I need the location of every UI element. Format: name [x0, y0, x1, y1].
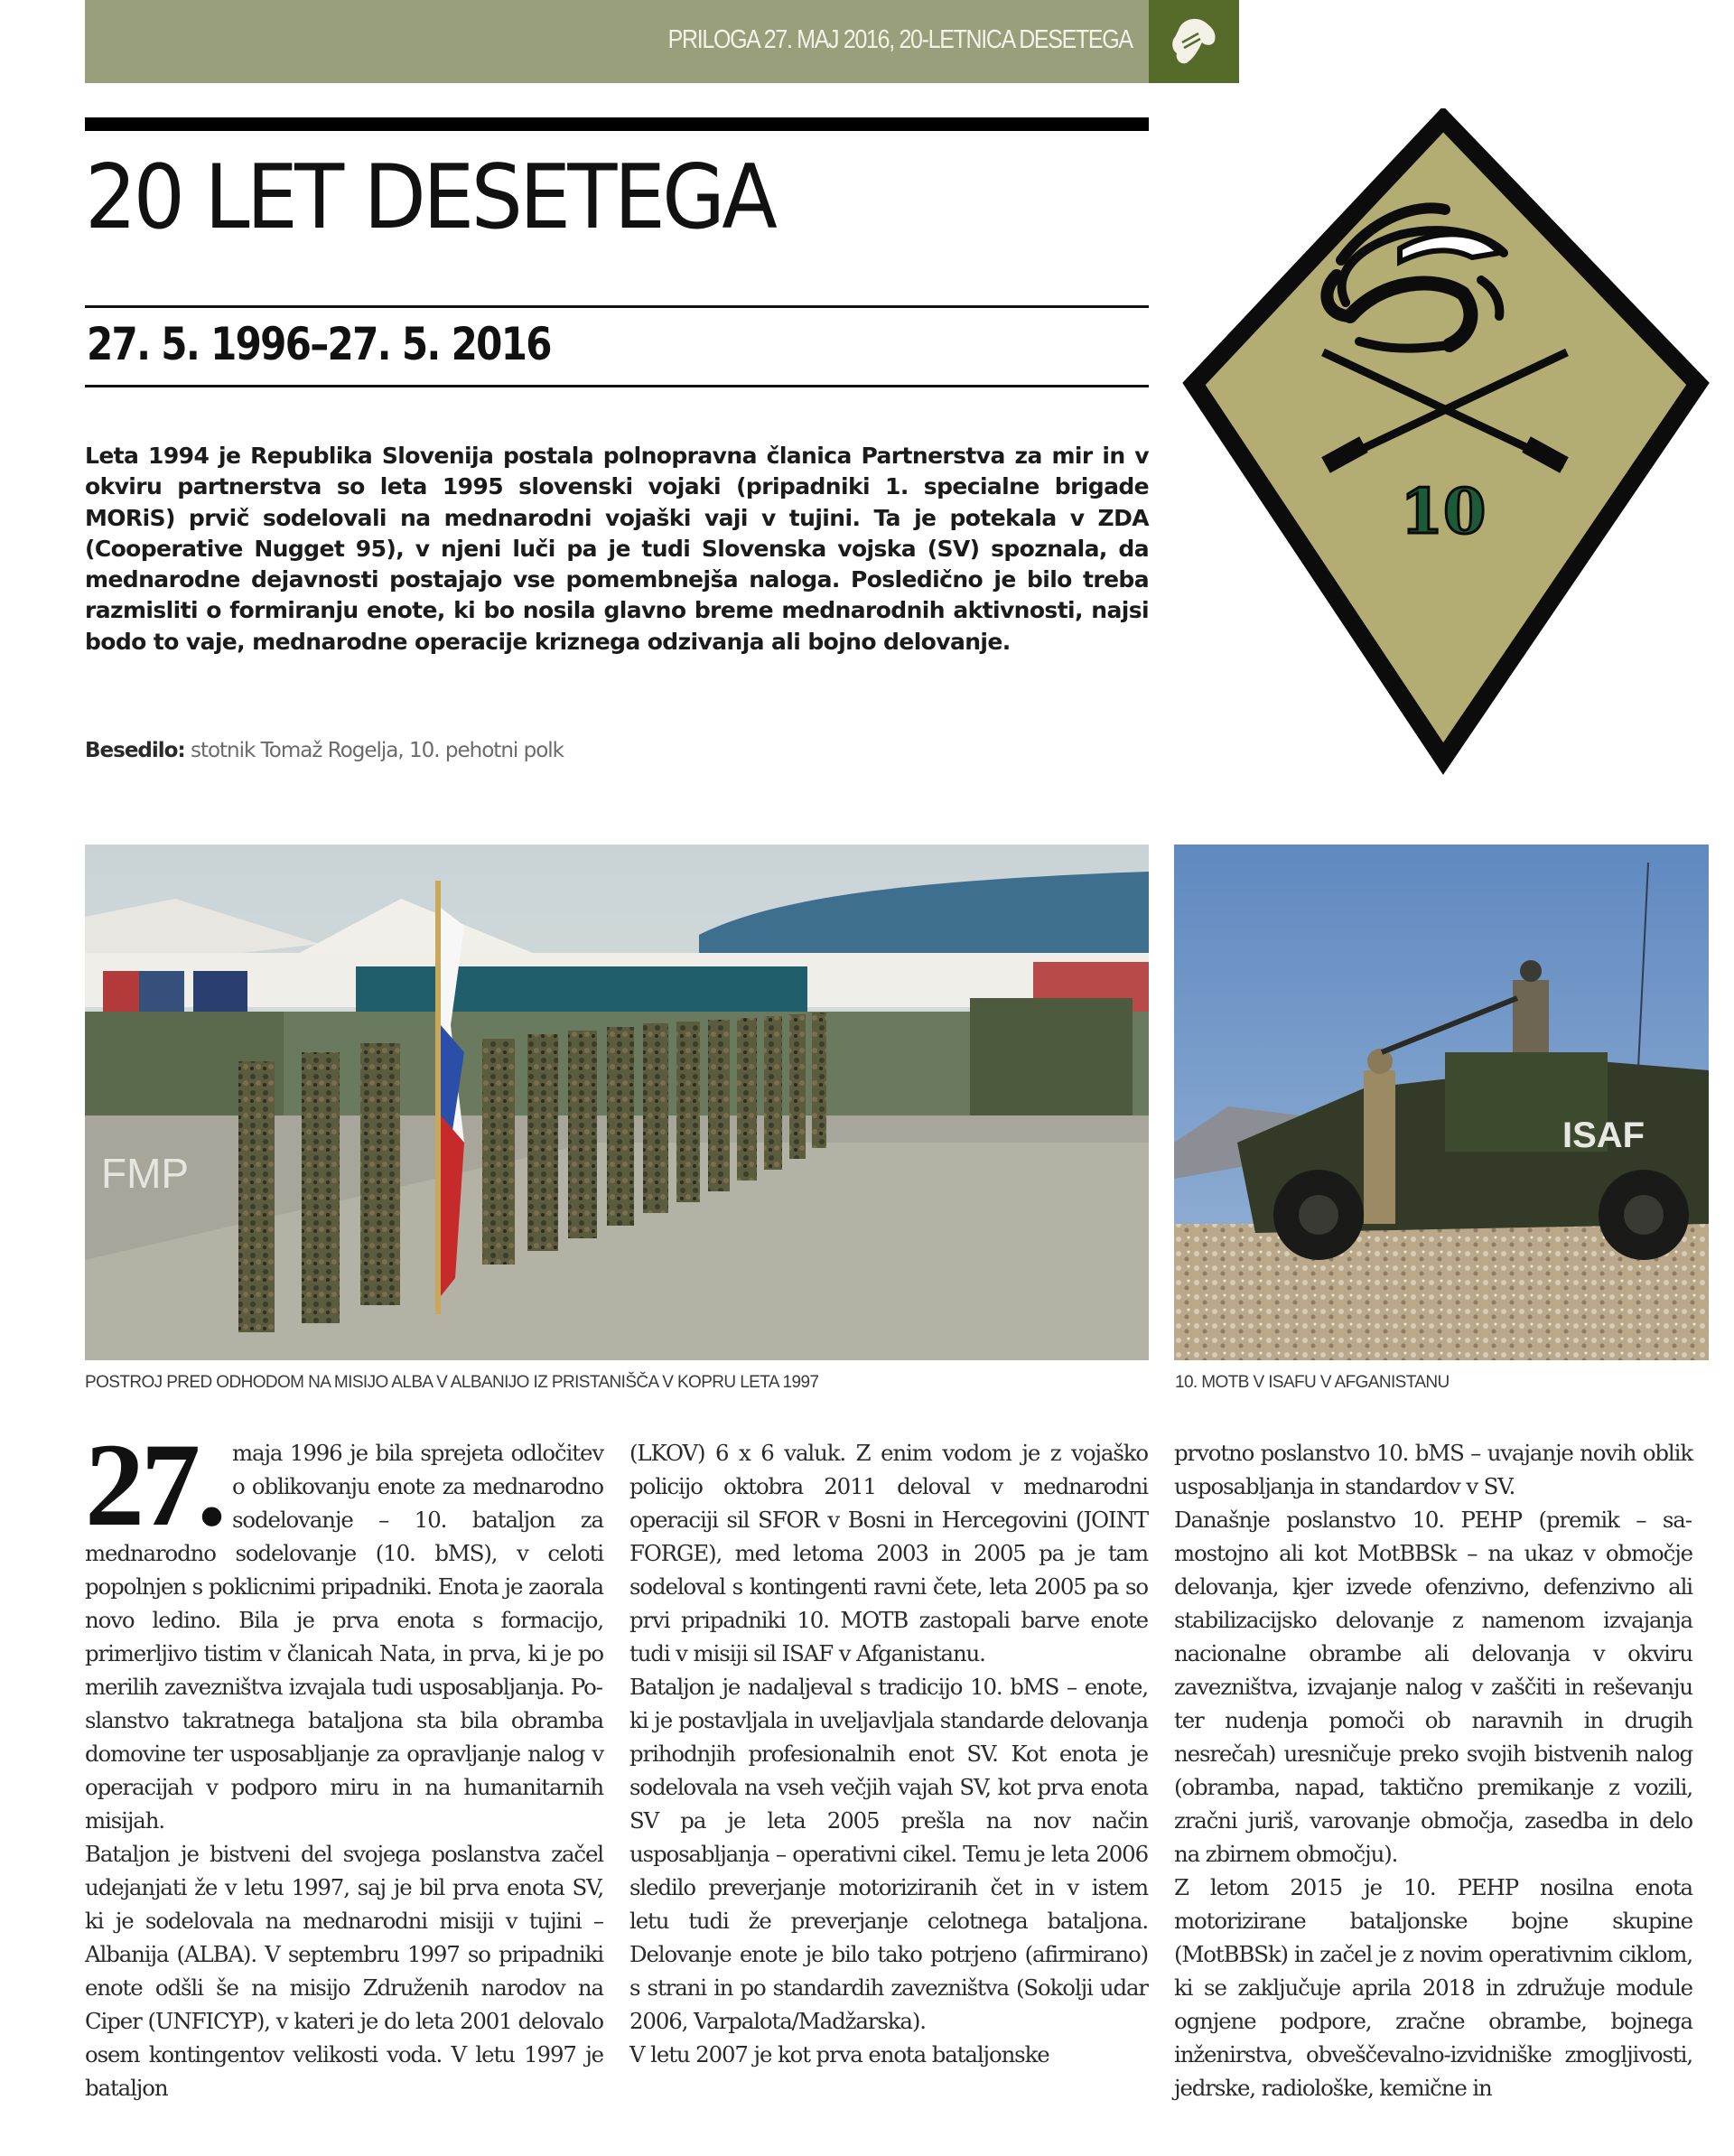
supplement-label: PRILOGA 27. MAJ 2016, 20-LETNICA DESETEGA [667, 25, 1133, 54]
body-paragraph: Z letom 2015 je 10. PEHP nosilna enota motorizirane bataljonske bojne skupine (MotBBSk) in začel je z novim operativnim ciklom, ki se zaključuje aprila 2018 in združuje module ognjene podpore, zračne obrambe, bojnega inženirstva, obveščevalno-izvidniške zmogljivosti, jedrske, radiološke, kemične in [1174, 1874, 1692, 2101]
article-title: 20 LET DESETEGA [85, 146, 775, 249]
unit-emblem [1174, 108, 1716, 777]
vehicle-marking-fmp: FMP [101, 1150, 190, 1197]
byline-author: stotnik Tomaž Rogelja, 10. pehotni polk [190, 739, 564, 762]
vehicle-marking-isaf: ISAF [1562, 1115, 1645, 1155]
title-divider [85, 305, 1149, 308]
body-paragraph: Današnje poslanstvo 10. PEHP (premik – samostojno ali kot MotBBSk – na ukaz v območje delovanja, kjer izvede ofenzivno, defenzivno ali stabilizacijsko delovanje z namenom izvajanja nacionalne obrambe ali delovanja v okviru zavezništva, izvajanje nalog v zaščiti in reševanju ter nudenja pomoči ob naravnih in drugih nesrečah) uresničuje preko svojih bistvenih nalog (obramba, napad, taktično premikanje z vozili, zračni juriš, varovanje območja, zasedba in delo na zbirnem območju). [1174, 1507, 1692, 1867]
eagle-head-icon [1162, 10, 1226, 73]
lead-paragraph: Leta 1994 je Republika Slovenija postala polnopravna članica Partnerstva za mir in v okviru partnerstva so leta 1995 slovenski vojaki (pripadniki 1. specialne brigade MORiS) prvič sodelovali na mednarodni vojaški vaji v tujini. Ta je potekala v ZDA (Cooperative Nugget 95), v njeni luči pa je tudi Slovenska vojska (SV) spoznala, da mednarodne dejavnosti postajajo vse pomembnejša naloga. Posledično je bilo treba razmisliti o formiranju enote, ki bo nosila glavno breme mednarodnih aktivnosti, najsi bodo to vaje, mednarodne operacije kriznega odzivanja ali bojno delovanje. [85, 443, 1149, 655]
drop-cap: 27. [85, 1418, 223, 1551]
byline [85, 739, 564, 762]
body-paragraph: (LKOV) 6 x 6 valuk. Z enim vodom je z vojaško policijo oktobra 2011 deloval v mednarodni operaciji sil SFOR v Bosni in Hercegovini (JOINT FORGE), med letoma 2003 in 2005 pa je tam sodeloval s kontingenti ravni čete, leta 2005 pa so prvi pripadniki 10. MOTB zastopali barve enote tudi v misiji sil ISAF v Afganistanu. [629, 1440, 1148, 1666]
photo-caption: 10. MOTB V ISAFU V AFGANISTANU [1175, 1373, 1450, 1392]
date-range: 27. 5. 1996–27. 5. 2016 [87, 318, 551, 370]
emblem-diamond [1194, 119, 1698, 759]
title-top-rule [85, 117, 1149, 131]
body-column-3 [1174, 1436, 1692, 2105]
body-paragraph: V letu 2007 je kot prva enota bataljonske [629, 2041, 1049, 2067]
emblem-number: 10 [1400, 476, 1487, 548]
photo-formation-koper [85, 845, 1149, 1360]
body-column-1 [85, 1418, 603, 2105]
body-paragraph: Bataljon je bistveni del svojega poslanstva začel udejanjati že v letu 1997, saj je bil prva enota SV, ki je sodelovala na mednarodni misiji v tujini – Albanija (ALBA). V septembru 1997 so pripadniki enote odšli še na misijo Združenih narodov na Ciper (UNFICYP), v kateri je do leta 2001 delovalo osem kontingentov velikosti voda. V letu 1997 je bataljon [85, 1841, 603, 2101]
header-logo [1149, 0, 1239, 83]
photo-caption: POSTROJ PRED ODHODOM NA MISIJO ALBA V ALBANIJO IZ PRISTANIŠČA V KOPRU LETA 1997 [85, 1373, 819, 1392]
body-paragraph: maja 1996 je bila sprejeta odločitev o oblikovanju enote za mednarodno sodelovanje – 10. bataljon za mednarodno sodelovanje (10. bMS), v celoti popolnjen s poklicnimi pripadniki. Enota je zaorala novo ledino. Bila je prva enota s formacijo, primerljivo tistim v članicah Nata, in prva, ki je po merilih zavezništva izvajala tudi usposabljanja. Poslanstvo takratnega bataljona sta bila obramba domovine ter usposabljanje za opravljanje nalog v operacijah v podporo miru in na humanitarnih misijah. [85, 1440, 603, 1834]
photo-isaf-afghanistan [1174, 845, 1709, 1360]
date-divider [85, 385, 1149, 387]
body-paragraph: prvotno poslanstvo 10. bMS – uvajanje novih oblik usposabljanja in standardov v SV. [1174, 1440, 1692, 1499]
byline-label: Besedilo: [85, 739, 185, 762]
body-paragraph: Bataljon je nadaljeval s tradicijo 10. bMS – enote, ki je postavljala in uveljavljala standarde delovanja prihodnjih profesionalnih enot SV. Kot enota je sodelovala na vseh večjih vajah SV, kot prva enota SV pa je leta 2005 prešla na nov način usposabljanja – operativni cikel. Temu je leta 2006 sledilo preverjanje motoriziranih čet in v istem letu tudi že preverjanje celotnega bataljona. Delovanje enote je bilo tako potrjeno (afirmirano) s strani in po standardih zavezništva (Sokolji udar 2006, Varpalota/Madžarska). [629, 1674, 1148, 2034]
supplement-header-bar [85, 0, 1239, 83]
body-column-2 [629, 1436, 1148, 2071]
